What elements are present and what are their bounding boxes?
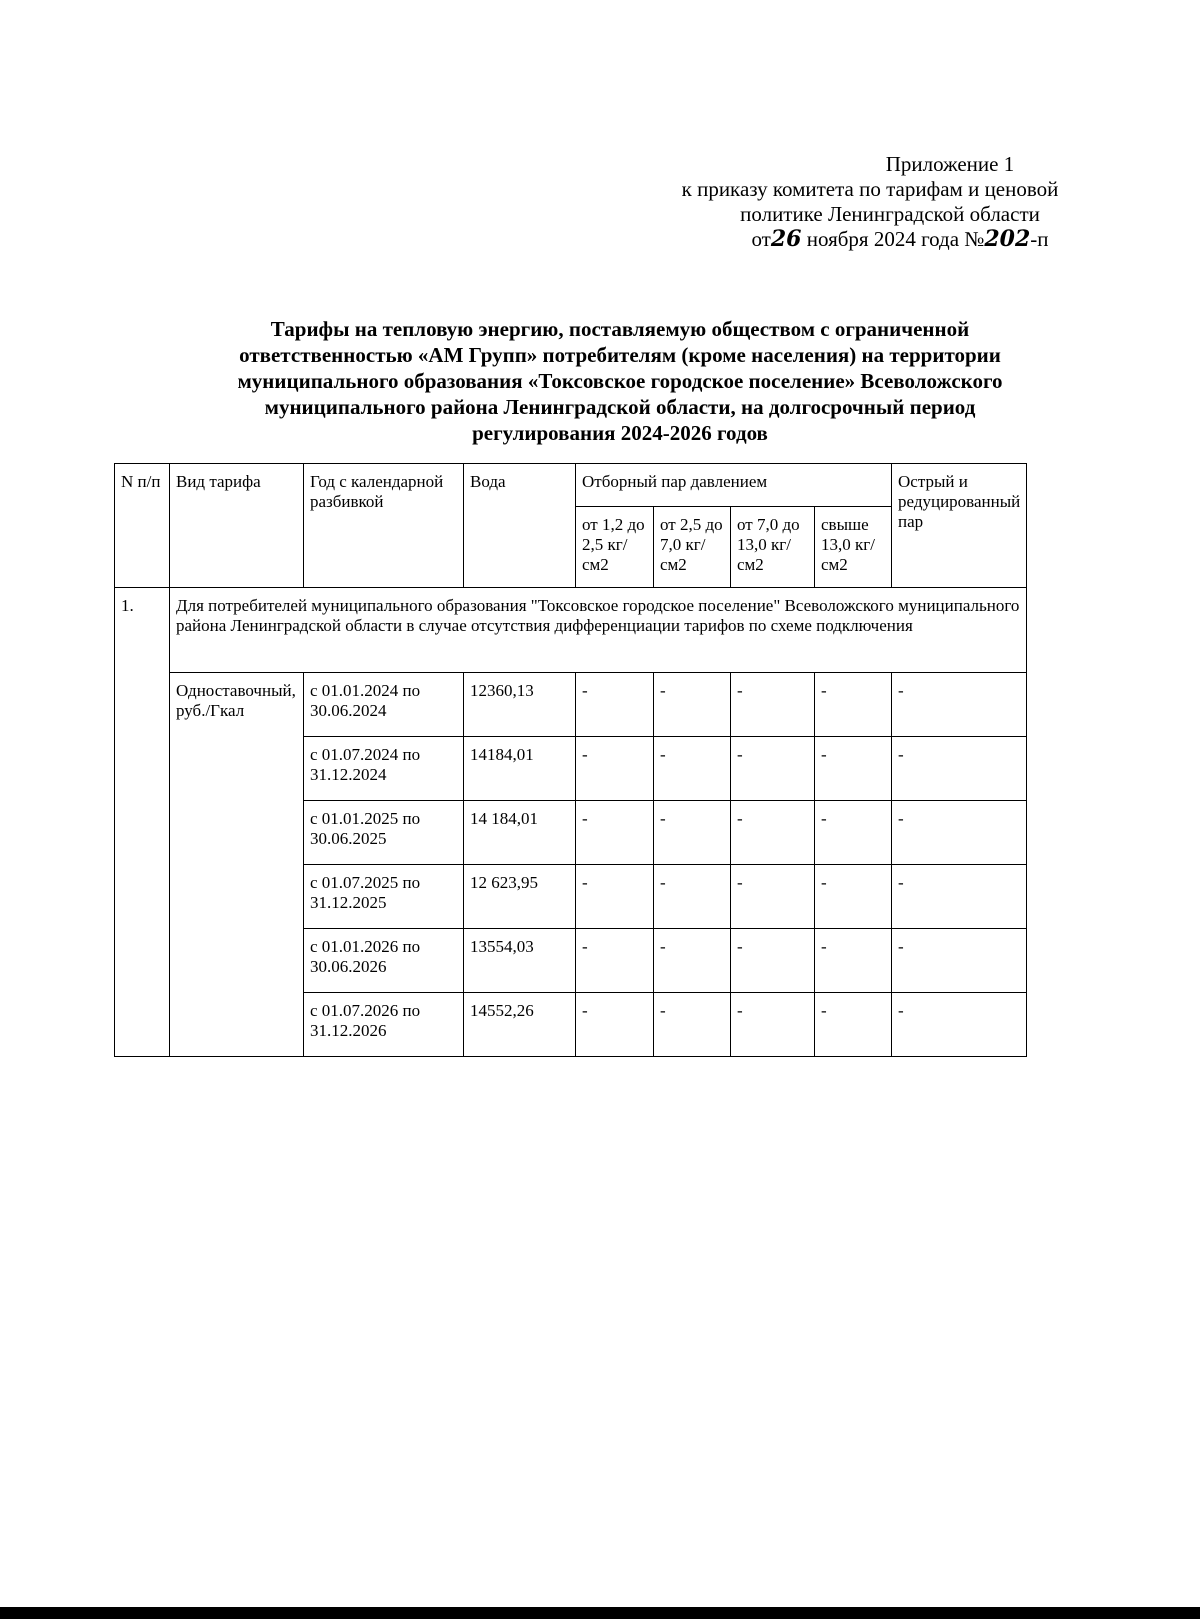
pressure-4-cell: - [815, 673, 892, 737]
period-cell: с 01.01.2026 по 30.06.2026 [304, 929, 464, 993]
water-cell: 14184,01 [464, 737, 576, 801]
handwritten-order-number: 202 [984, 226, 1031, 252]
scan-edge-bar [0, 1607, 1200, 1619]
title-line-2: ответственностью «АМ Групп» потребителям (кроме населения) на территории [239, 343, 1001, 367]
title-line-3: муниципального образования «Токсовское городское поселение» Всеволожского [237, 369, 1003, 393]
tariff-table [114, 463, 1027, 1057]
pressure-1-cell: - [576, 929, 654, 993]
pressure-3-cell: - [731, 865, 815, 929]
pressure-2-cell: - [654, 993, 731, 1057]
period-cell: с 01.07.2024 по 31.12.2024 [304, 737, 464, 801]
pressure-2-cell: - [654, 673, 731, 737]
water-cell: 12 623,95 [464, 865, 576, 929]
pressure-1-cell: - [576, 673, 654, 737]
pressure-2-cell: - [654, 929, 731, 993]
table-row [115, 673, 1027, 737]
header-year: Год с календарной разбивкой [304, 464, 464, 588]
water-cell: 14552,26 [464, 993, 576, 1057]
pressure-4-cell: - [815, 801, 892, 865]
period-cell: с 01.01.2025 по 30.06.2025 [304, 801, 464, 865]
header-pressure-1: от 1,2 до 2,5 кг/см2 [576, 507, 654, 588]
order-line-2: политике Ленинградской области [740, 202, 1040, 226]
pressure-2-cell: - [654, 865, 731, 929]
header-pressure-2: от 2,5 до 7,0 кг/см2 [654, 507, 731, 588]
appendix-title: Приложение 1 [885, 152, 1015, 176]
pressure-1-cell: - [576, 801, 654, 865]
pressure-1-cell: - [576, 737, 654, 801]
pressure-1-cell: - [576, 993, 654, 1057]
header-pressure-4: свыше 13,0 кг/см2 [815, 507, 892, 588]
pressure-4-cell: - [815, 865, 892, 929]
section-num: 1. [115, 588, 170, 1057]
title-line-5: регулирования 2024-2026 годов [472, 421, 768, 445]
pressure-2-cell: - [654, 801, 731, 865]
header-steam: Отборный пар давлением [576, 464, 892, 507]
period-cell: с 01.01.2024 по 30.06.2024 [304, 673, 464, 737]
pressure-3-cell: - [731, 929, 815, 993]
sharp-steam-cell: - [892, 673, 1027, 737]
header-num: N п/п [115, 464, 170, 588]
pressure-4-cell: - [815, 993, 892, 1057]
pressure-3-cell: - [731, 801, 815, 865]
appendix-header [600, 152, 1140, 252]
pressure-4-cell: - [815, 737, 892, 801]
sharp-steam-cell: - [892, 929, 1027, 993]
pressure-3-cell: - [731, 993, 815, 1057]
order-suffix: -п [1030, 227, 1049, 251]
document-title [140, 316, 1100, 446]
sharp-steam-cell: - [892, 801, 1027, 865]
sharp-steam-cell: - [892, 737, 1027, 801]
pressure-3-cell: - [731, 737, 815, 801]
water-cell: 12360,13 [464, 673, 576, 737]
section-text: Для потребителей муниципального образования "Токсовское городское поселение" Всеволожского муниципального района Ленинградской области в случае отсутствия дифференциации тарифов по схеме подключения [170, 588, 1027, 673]
period-cell: с 01.07.2025 по 31.12.2025 [304, 865, 464, 929]
section-row [115, 588, 1027, 673]
date-prefix: от [751, 227, 771, 251]
tariff-label: Одноставочный, руб./Гкал [170, 673, 304, 1057]
header-water: Вода [464, 464, 576, 588]
sharp-steam-cell: - [892, 993, 1027, 1057]
water-cell: 13554,03 [464, 929, 576, 993]
order-line-1: к приказу комитета по тарифам и ценовой [681, 177, 1059, 201]
table-header-row [115, 464, 1027, 507]
water-cell: 14 184,01 [464, 801, 576, 865]
pressure-2-cell: - [654, 737, 731, 801]
header-pressure-3: от 7,0 до 13,0 кг/см2 [731, 507, 815, 588]
pressure-4-cell: - [815, 929, 892, 993]
handwritten-day: 26 [770, 226, 802, 252]
pressure-3-cell: - [731, 673, 815, 737]
pressure-1-cell: - [576, 865, 654, 929]
order-date-line [600, 227, 1140, 252]
title-line-4: муниципального района Ленинградской области, на долгосрочный период [264, 395, 976, 419]
period-cell: с 01.07.2026 по 31.12.2026 [304, 993, 464, 1057]
header-tariff-type: Вид тарифа [170, 464, 304, 588]
sharp-steam-cell: - [892, 865, 1027, 929]
date-text: ноября 2024 года № [806, 227, 985, 251]
header-sharp-steam: Острый и редуцированный пар [892, 464, 1027, 588]
title-line-1: Тарифы на тепловую энергию, поставляемую обществом с ограниченной [270, 317, 970, 341]
